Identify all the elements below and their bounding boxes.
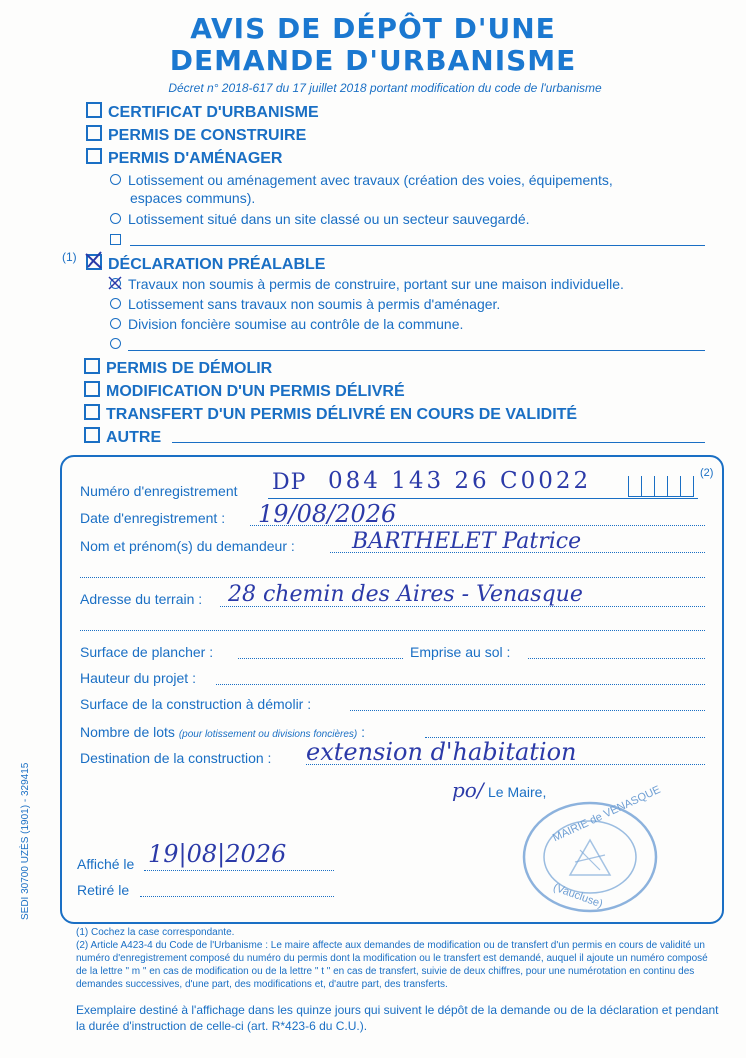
adresse-value: 28 chemin des Aires - Venasque	[228, 582, 583, 607]
nom-label: Nom et prénom(s) du demandeur :	[80, 538, 295, 554]
surface-plancher-label: Surface de plancher :	[80, 644, 214, 660]
hauteur-field[interactable]	[216, 684, 705, 685]
checkbox-icon[interactable]	[86, 125, 102, 141]
lots-label-text: Nombre de lots	[80, 724, 175, 740]
option-modification[interactable]	[84, 381, 405, 401]
footnote-2: (2) Article A423-4 du Code de l'Urbanisme : Le maire affecte aux demandes de modification ou de transfert d'un permis en cours de validité un numéro d'enregistrement composé du numéro du permis dont la modification ou le transfert est demandé, auquel il ajoute un numéro composé de la lettre " m " en cas de modification ou de la lettre " t " en cas de transfert, suivie de deux chiffres, pour une numérotation en continu des demandes successives, d'une part, des modifications et, d'autre part, des transferts.	[76, 940, 708, 990]
date-label: Date d'enregistrement :	[80, 510, 226, 526]
radio-icon[interactable]	[110, 213, 121, 224]
note-2-marker: (2)	[700, 467, 714, 479]
option-label: MODIFICATION D'UN PERMIS DÉLIVRÉ	[106, 383, 405, 400]
sub-option-lotissement-travaux[interactable]	[110, 172, 613, 188]
emprise-label: Emprise au sol :	[410, 644, 511, 660]
numero-prefix: DP	[272, 470, 307, 495]
sub-option-division-fonciere[interactable]	[110, 316, 463, 332]
option-declaration-prealable[interactable]	[86, 254, 325, 274]
option-certificat[interactable]	[86, 102, 319, 122]
stamp-text-bottom: (Vaucluse)	[551, 881, 605, 911]
surface-demolir-label: Surface de la construction à démolir :	[80, 696, 312, 712]
decret-subtitle: Décret n° 2018-617 du 17 juillet 2018 portant modification du code de l'urbanisme	[168, 81, 602, 95]
option-autre[interactable]	[84, 427, 161, 447]
title-line-2: DEMANDE D'URBANISME	[169, 44, 577, 77]
checkbox-icon[interactable]	[84, 427, 100, 443]
numero-extra-boxes	[628, 476, 694, 502]
retire-field[interactable]	[140, 896, 334, 897]
nom-value: BARTHELET Patrice	[352, 529, 582, 554]
retire-label: Retiré le	[77, 882, 130, 898]
radio-icon[interactable]	[110, 298, 121, 309]
option-label: TRANSFERT D'UN PERMIS DÉLIVRÉ EN COURS DE VALIDITÉ	[106, 406, 578, 423]
sub-option-lotissement-sans-travaux[interactable]	[110, 296, 500, 312]
exemplaire-note: Exemplaire destiné à l'affichage dans les quinze jours qui suivent le dépôt de la demande ou de la déclaration et pendant la durée d'instruction de celle-ci (art. R*423-6 du C.U.).	[76, 1003, 719, 1033]
stamp-text-top: MAIRIE de VENASQUE	[550, 783, 663, 845]
option-label: PERMIS DE CONSTRUIRE	[108, 127, 307, 144]
adresse-label: Adresse du terrain :	[80, 591, 203, 607]
radio-icon[interactable]	[110, 318, 121, 329]
numero-label: Numéro d'enregistrement	[80, 483, 238, 499]
lots-colon: :	[361, 724, 366, 740]
sub-option-blank-2[interactable]	[110, 336, 128, 352]
emprise-field[interactable]	[528, 658, 705, 659]
autre-line	[172, 442, 705, 443]
sub-option-label-cont: espaces communs).	[130, 190, 256, 206]
destination-label: Destination de la construction :	[80, 750, 272, 766]
sub-option-label: Lotissement ou aménagement avec travaux (création des voies, équipements,	[128, 172, 613, 188]
check-mark-icon	[84, 250, 104, 270]
radio-icon[interactable]	[110, 338, 121, 349]
option-transfert[interactable]	[84, 404, 577, 424]
affiche-field[interactable]	[144, 870, 334, 871]
radio-icon[interactable]	[110, 174, 121, 185]
radio-checked-icon[interactable]	[110, 278, 121, 289]
title-line-1: AVIS DE DÉPÔT D'UNE	[190, 12, 556, 45]
affiche-label: Affiché le	[77, 856, 135, 872]
sub-option-label: Travaux non soumis à permis de construire, portant sur une maison individuelle.	[128, 276, 624, 292]
hauteur-label: Hauteur du projet :	[80, 670, 196, 686]
option-permis-construire[interactable]	[86, 125, 306, 145]
option-label: AUTRE	[106, 429, 162, 446]
option-permis-amenager[interactable]	[86, 148, 282, 168]
blank-line	[128, 350, 705, 351]
option-label: PERMIS D'AMÉNAGER	[108, 150, 283, 167]
sub-option-travaux-maison[interactable]	[110, 276, 624, 292]
footnote-1: (1) Cochez la case correspondante.	[76, 927, 235, 938]
sub-option-label: Lotissement situé dans un site classé ou un secteur sauvegardé.	[128, 211, 530, 227]
sub-option-label: Lotissement sans travaux non soumis à permis d'aménager.	[128, 296, 501, 312]
option-permis-demolir[interactable]	[84, 358, 272, 378]
check-mark-icon	[108, 276, 122, 290]
destination-value: extension d'habitation	[306, 738, 577, 766]
option-label: PERMIS DE DÉMOLIR	[106, 360, 273, 377]
blank-line	[130, 245, 705, 246]
surface-plancher-field[interactable]	[238, 658, 403, 659]
surface-demolir-field[interactable]	[350, 710, 705, 711]
option-label: DÉCLARATION PRÉALABLE	[108, 256, 326, 273]
note-1-marker: (1)	[62, 250, 77, 264]
nom-field-line-2[interactable]	[80, 577, 705, 578]
checkbox-icon[interactable]	[84, 381, 100, 397]
sub-option-label: Division foncière soumise au contrôle de la commune.	[128, 316, 464, 332]
date-value: 19/08/2026	[258, 500, 397, 528]
affiche-value: 19|08|2026	[148, 840, 287, 868]
checkbox-icon[interactable]	[84, 404, 100, 420]
checkbox-checked-icon[interactable]	[86, 254, 102, 270]
po-signature: po/	[452, 778, 484, 802]
checkbox-icon[interactable]	[86, 148, 102, 164]
sub-option-site-classe[interactable]	[110, 211, 530, 227]
side-printer-text: SEDI 30700 UZÈS (1901) - 329415	[20, 762, 31, 920]
maire-label: Le Maire,	[488, 784, 547, 800]
checkbox-icon[interactable]	[110, 234, 121, 245]
checkbox-icon[interactable]	[84, 358, 100, 374]
numero-value: 084 143 26 C0022	[328, 468, 592, 494]
checkbox-icon[interactable]	[86, 102, 102, 118]
sub-option-blank-1[interactable]	[110, 231, 127, 247]
option-label: CERTIFICAT D'URBANISME	[108, 104, 319, 121]
adresse-field-line-2[interactable]	[80, 630, 705, 631]
lots-note: (pour lotissement ou divisions foncières)	[178, 729, 358, 740]
